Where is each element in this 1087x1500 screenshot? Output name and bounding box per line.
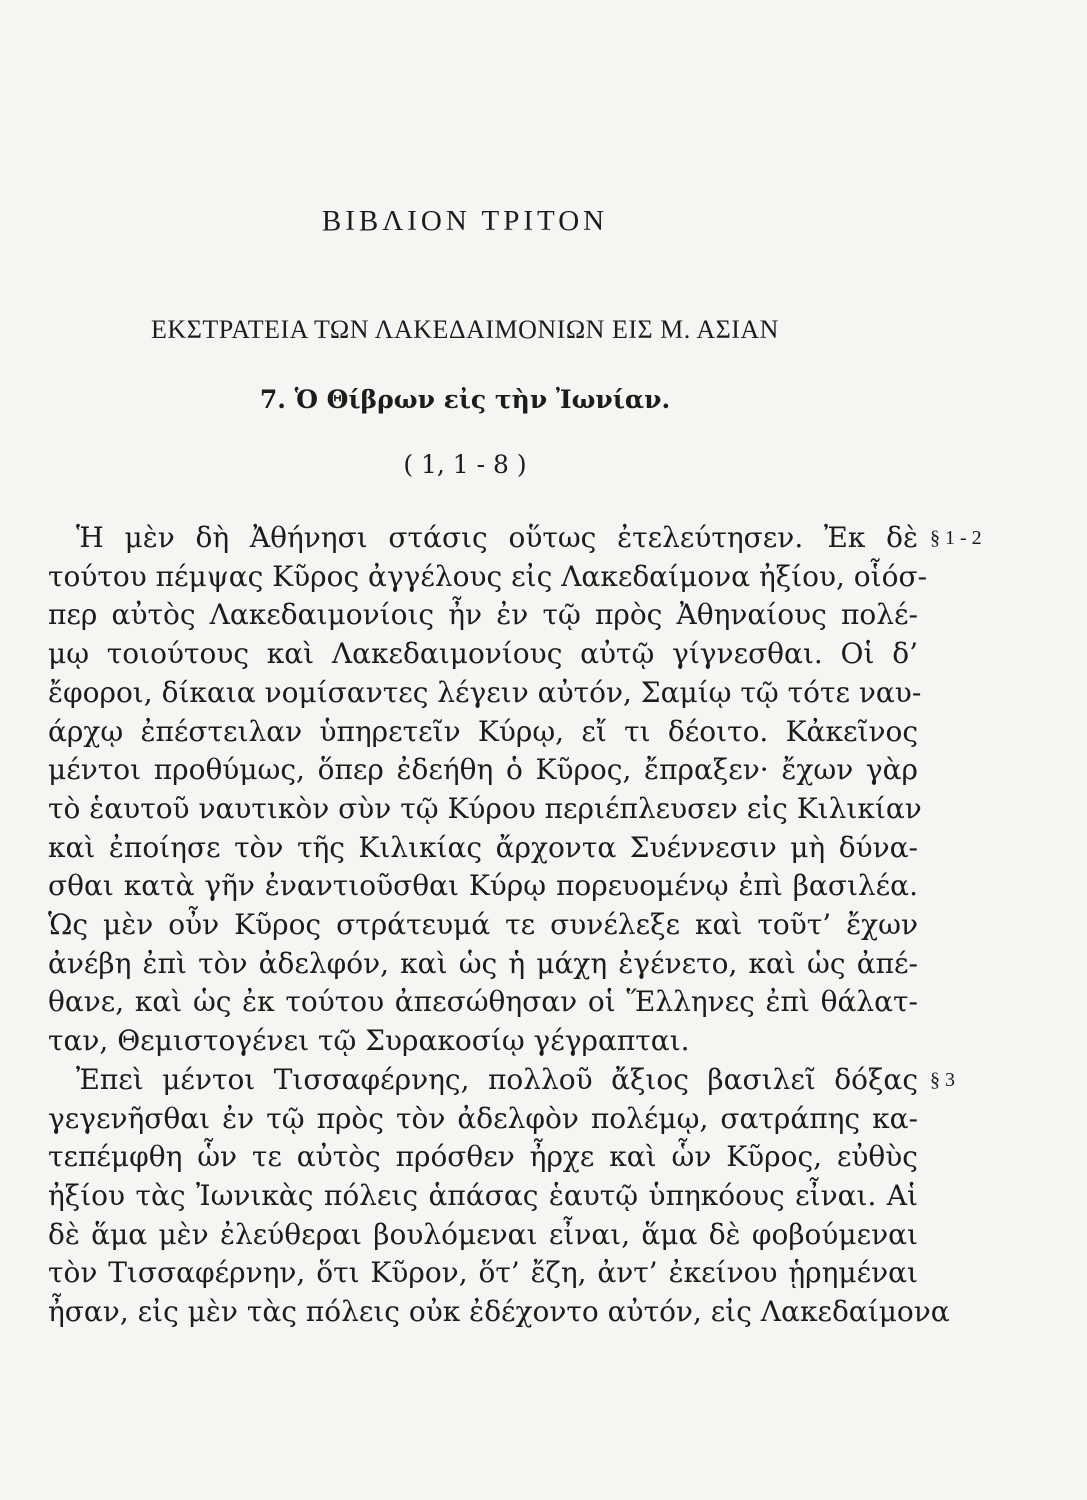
margin-section-note: § 1 - 2 xyxy=(930,527,982,549)
text-line: τὸ ἑαυτοῦ ναυτικὸν σὺν τῷ Κύρου περιέπλευσεν εἰς Κιλικίαν xyxy=(48,791,922,825)
text-line: ταν, Θεμιστογένει τῷ Συρακοσίῳ γέγραπται. xyxy=(48,1024,690,1058)
text-line: ἠξίου τὰς Ἰωνικὰς πόλεις ἁπάσας ἑαυτῷ ὑπηκόους εἶναι. Αἱ xyxy=(48,1178,918,1212)
chapter-heading: 7. Ὁ Θίβρων εἰς τὴν Ἰωνίαν. xyxy=(259,385,671,414)
text-line: τεπέμφθη ὧν τε αὐτὸς πρόσθεν ἦρχε καὶ ὧν Κῦρος, εὐθὺς xyxy=(48,1140,918,1174)
text-line: γεγενῆσθαι ἐν τῷ πρὸς τὸν ἀδελφὸν πολέμῳ, σατράπης κα- xyxy=(48,1101,918,1135)
text-line: τούτου πέμψας Κῦρος ἀγγέλους εἰς Λακεδαίμονα ἠξίου, οἷόσ- xyxy=(48,559,928,593)
text-line: σθαι κατὰ γῆν ἐναντιοῦσθαι Κύρῳ πορευομένῳ ἐπὶ βασιλέα. xyxy=(48,869,918,903)
text-line: καὶ ἐποίησε τὸν τῆς Κιλικίας ἄρχοντα Συέννεσιν μὴ δύνα- xyxy=(48,830,918,864)
text-line: Ὡς μὲν οὖν Κῦρος στράτευμά τε συνέλεξε καὶ τοῦτ’ ἔχων xyxy=(48,908,918,941)
text-line: Ἐπεὶ μέντοι Τισσαφέρνης, πολλοῦ ἄξιος βασιλεῖ δόξας xyxy=(76,1062,918,1096)
book-title: ΒΙΒΛΙΟΝ ΤΡΙΤΟΝ xyxy=(321,205,609,237)
text-line: τὸν Τισσαφέρνην, ὅτι Κῦρον, ὅτ’ ἔζη, ἀντ’ ἐκείνου ᾑρημέναι xyxy=(48,1256,918,1290)
passage-reference: ( 1, 1 - 8 ) xyxy=(403,450,527,479)
section-title: ΕΚΣΤΡΑΤΕΙΑ ΤΩΝ ΛΑΚΕΔΑΙΜΟΝΙΩΝ ΕΙΣ Μ. ΑΣΙΑΝ xyxy=(151,315,779,344)
text-line: μέντοι προθύμως, ὅπερ ἐδεήθη ὁ Κῦρος, ἔπραξεν· ἔχων γὰρ xyxy=(48,753,918,787)
text-line: δὲ ἅμα μὲν ἐλεύθεραι βουλόμεναι εἶναι, ἅμα δὲ φοβούμεναι xyxy=(48,1217,918,1251)
text-line: ἦσαν, εἰς μὲν τὰς πόλεις οὐκ ἐδέχοντο αὐτόν, εἰς Λακεδαίμονα xyxy=(48,1295,950,1328)
text-line: περ αὐτὸς Λακεδαιμονίοις ἦν ἐν τῷ πρὸς Ἀθηναίους πολέ- xyxy=(48,598,918,632)
text-line: θανε, καὶ ὡς ἐκ τούτου ἀπεσώθησαν οἱ Ἕλληνες ἐπὶ θάλατ- xyxy=(48,985,918,1019)
text-line: ἀνέβη ἐπὶ τὸν ἀδελφόν, καὶ ὡς ἡ μάχη ἐγένετο, καὶ ὡς ἀπέ- xyxy=(48,946,918,980)
text-line: άρχῳ ἐπέστειλαν ὑπηρετεῖν Κύρῳ, εἴ τι δέοιτο. Κἀκεῖνος xyxy=(48,714,918,748)
text-line: ἔφοροι, δίκαια νομίσαντες λέγειν αὐτόν, Σαμίῳ τῷ τότε ναυ- xyxy=(48,675,922,709)
margin-section-note: § 3 xyxy=(930,1068,955,1091)
text-line: Ἡ μὲν δὴ Ἀθήνησι στάσις οὕτως ἐτελεύτησεν. Ἐκ δὲ xyxy=(76,521,918,554)
text-line: μῳ τοιούτους καὶ Λακεδαιμονίους αὐτῷ γίγνεσθαι. Οἱ δ’ xyxy=(48,637,918,671)
